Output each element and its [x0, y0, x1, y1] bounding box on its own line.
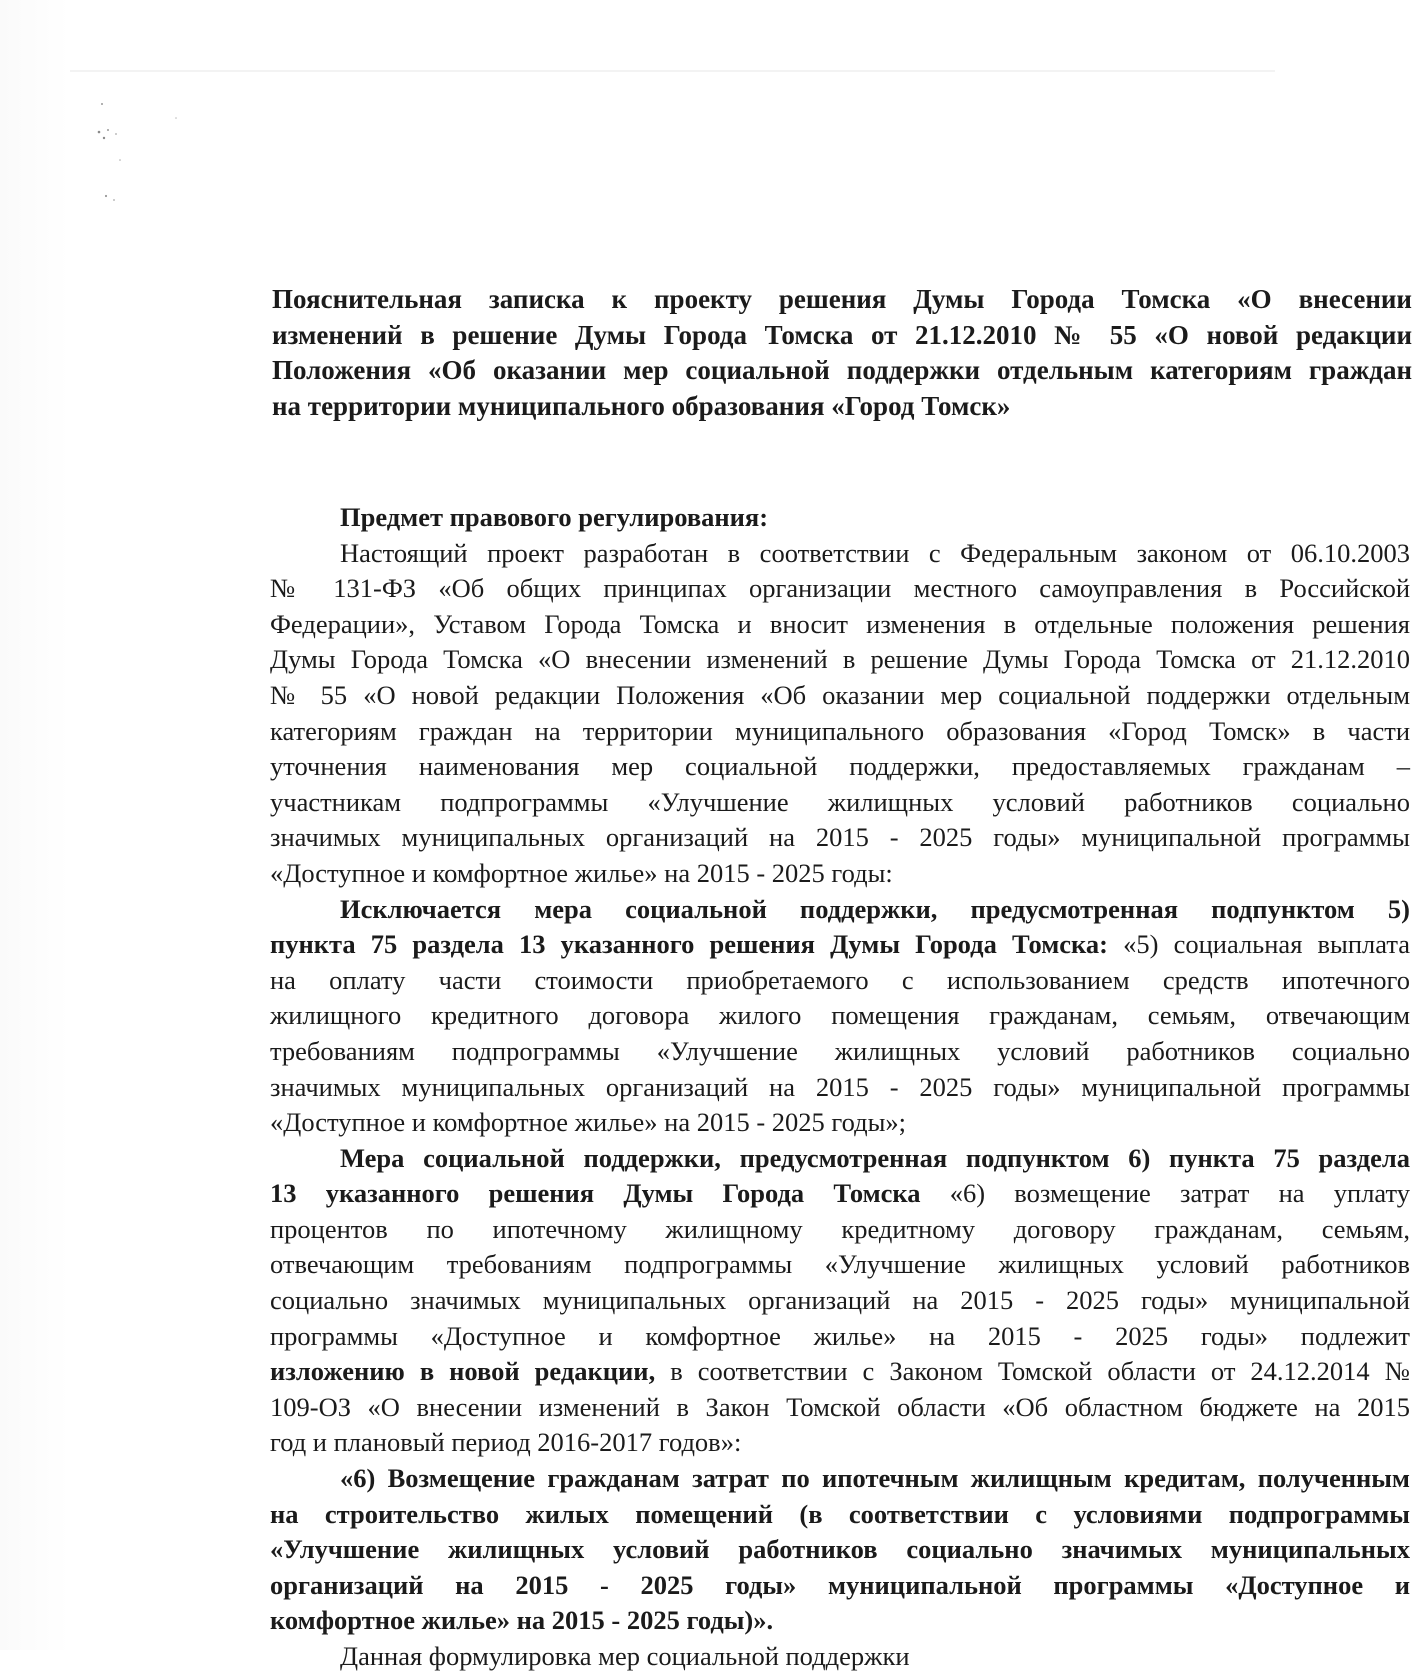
text-line: № 55 «О новой редакции Положения «Об оказании мер социальной поддержки отдельным	[270, 679, 1410, 710]
document-body	[270, 500, 1410, 1675]
text-line: Настоящий проект разработан в соответствии с Федеральным законом от 06.10.2003	[340, 537, 1410, 568]
text-normal: в соответствии с Законом Томской области от 24.12.2014 №	[655, 1356, 1410, 1387]
text-line-bold: Исключается мера социальной поддержки, предусмотренная подпунктом 5)	[340, 893, 1410, 924]
paragraph-3	[270, 1141, 1410, 1461]
text-normal: «5) социальная выплата	[1107, 929, 1410, 960]
section-heading: Предмет правового регулирования:	[340, 502, 769, 532]
paragraph-1	[270, 536, 1410, 892]
text-line-bold: «6) Возмещение гражданам затрат по ипотечным жилищным кредитам, полученным	[340, 1463, 1410, 1494]
scan-top-edge	[70, 70, 1275, 72]
text-line: «Доступное и комфортное жилье» на 2015 - 2025 годы:	[270, 857, 893, 888]
text-line: значимых муниципальных организаций на 2015 - 2025 годы» муниципальной программы	[270, 822, 1410, 853]
paragraph-2	[270, 892, 1410, 1141]
scan-specks	[96, 100, 196, 220]
text-line-bold: Мера социальной поддержки, предусмотренная подпунктом 6) пункта 75 раздела	[340, 1142, 1410, 1173]
title-line: на территории муниципального образования «Город Томск»	[272, 390, 1011, 421]
text-line: участникам подпрограммы «Улучшение жилищных условий работников социально	[270, 786, 1410, 817]
text-line: № 131-ФЗ «Об общих принципах организации местного самоуправления в Российской	[270, 573, 1410, 604]
text-bold: изложению в новой редакции,	[270, 1356, 656, 1387]
text-bold: 13 указанного решения Думы Города Томска	[270, 1178, 921, 1209]
title-line: изменений в решение Думы Города Томска от 21.12.2010 № 55 «О новой редакции	[272, 319, 1412, 350]
text-line-mixed	[270, 1176, 1410, 1212]
text-line: требованиям подпрограммы «Улучшение жилищных условий работников социально	[270, 1035, 1410, 1066]
cut-off-line: Данная формулировка мер социальной поддержки	[340, 1641, 910, 1671]
text-line-mixed	[270, 927, 1410, 963]
text-line: Думы Города Томска «О внесении изменений в решение Думы Города Томска от 21.12.2010	[270, 644, 1410, 675]
text-line: значимых муниципальных организаций на 2015 - 2025 годы» муниципальной программы	[270, 1071, 1410, 1102]
text-line: социально значимых муниципальных организаций на 2015 - 2025 годы» муниципальной	[270, 1285, 1410, 1316]
text-line-bold: комфортное жилье» на 2015 - 2025 годы)».	[270, 1605, 774, 1636]
text-line-bold: на строительство жилых помещений (в соответствии с условиями подпрограммы	[270, 1498, 1410, 1529]
paragraph-4	[270, 1461, 1410, 1639]
text-line: уточнения наименования мер социальной поддержки, предоставляемых гражданам –	[270, 751, 1410, 782]
text-line: Федерации», Уставом Города Томска и вносит изменения в отдельные положения решения	[270, 608, 1410, 639]
text-line: «Доступное и комфортное жилье» на 2015 - 2025 годы»;	[270, 1107, 906, 1138]
text-normal: «6) возмещение затрат на уплату	[920, 1178, 1410, 1209]
text-line: программы «Доступное и комфортное жилье» на 2015 - 2025 годы» подлежит	[270, 1320, 1410, 1351]
text-line-bold: организаций на 2015 - 2025 годы» муниципальной программы «Доступное и	[270, 1569, 1410, 1600]
text-line: на оплату части стоимости приобретаемого с использованием средств ипотечного	[270, 964, 1410, 995]
text-line: отвечающим требованиям подпрограммы «Улучшение жилищных условий работников	[270, 1249, 1410, 1280]
document-title	[272, 282, 1412, 424]
text-line: жилищного кредитного договора жилого помещения гражданам, семьям, отвечающим	[270, 1000, 1410, 1031]
text-line: процентов по ипотечному жилищному кредитному договору гражданам, семьям,	[270, 1213, 1410, 1244]
text-line: год и плановый период 2016-2017 годов»:	[270, 1427, 742, 1458]
text-line-bold: «Улучшение жилищных условий работников социально значимых муниципальных	[270, 1534, 1410, 1565]
text-line-mixed	[270, 1354, 1410, 1390]
scan-margin	[0, 0, 70, 1650]
text-line: категориям граждан на территории муниципального образования «Город Томск» в части	[270, 715, 1410, 746]
title-line: Пояснительная записка к проекту решения Думы Города Томска «О внесении	[272, 284, 1412, 314]
text-line: 109-ОЗ «О внесении изменений в Закон Томской области «Об областном бюджете на 2015	[270, 1391, 1410, 1422]
text-bold: пункта 75 раздела 13 указанного решения Думы Города Томска:	[270, 929, 1108, 960]
title-line: Положения «Об оказании мер социальной поддержки отдельным категориям граждан	[272, 355, 1412, 385]
